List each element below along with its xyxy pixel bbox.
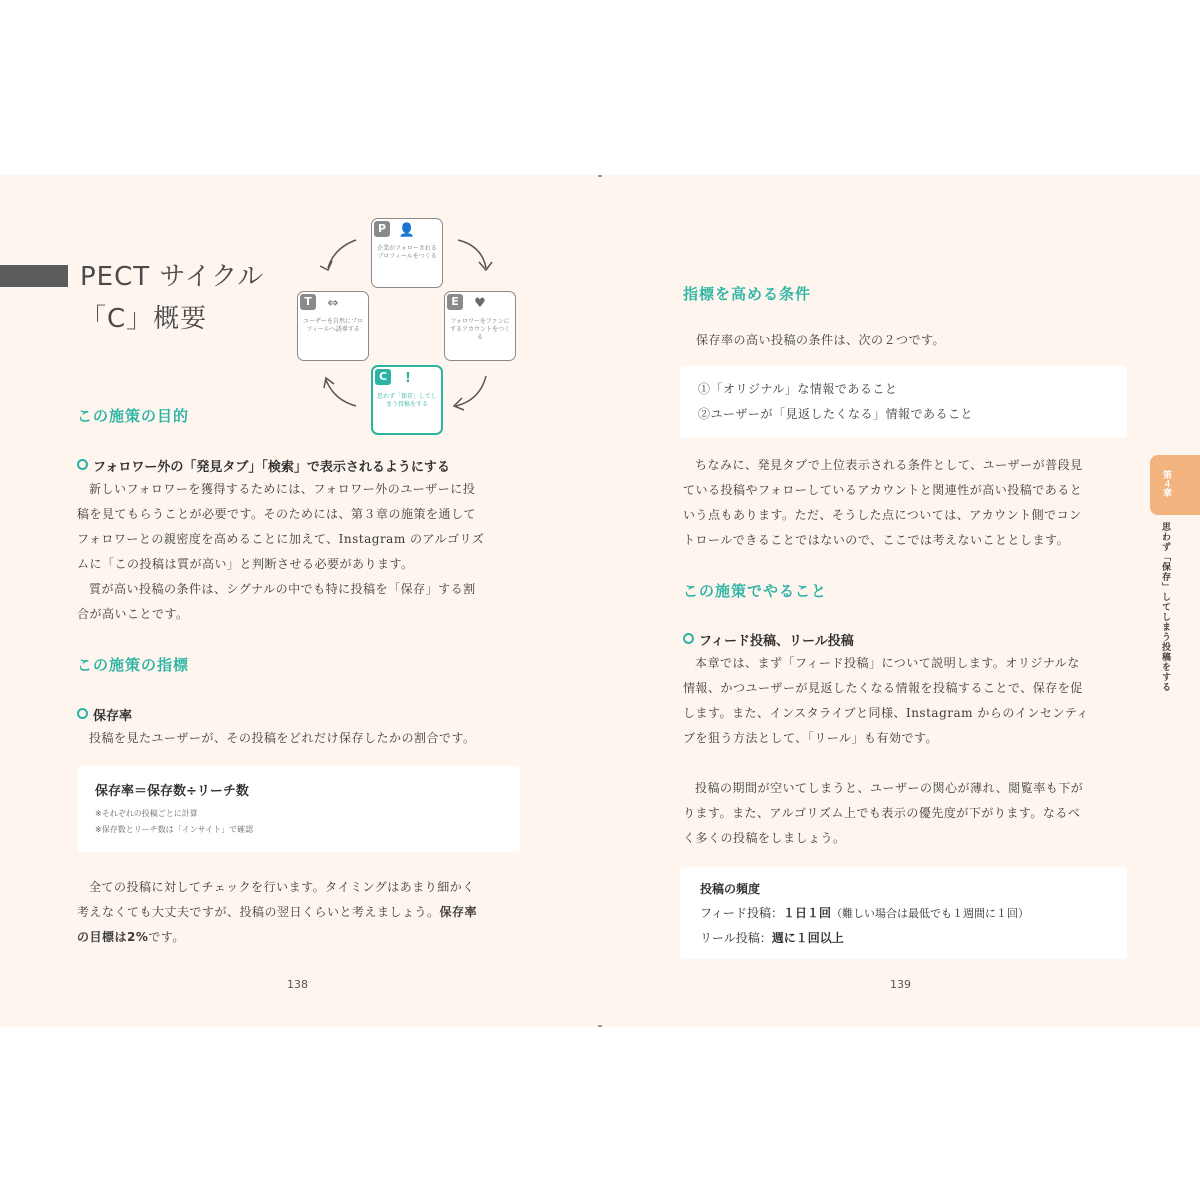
para-line: 新しいフォロワーを獲得するためには、フォロワー外のユーザーに投 [89,482,476,496]
feed-value: １日１回 [783,906,832,920]
pect-card-c-text: 思わず「保存」してしまう投稿をする [376,393,437,408]
para-line: 稿を見てもらうことが必要です。そのためには、第３章の施策を通して [77,507,477,521]
pect-letter-c: C [375,369,391,385]
closing-paragraph [77,875,527,950]
actions-paragraph [683,651,1133,751]
pect-card-e [444,291,516,361]
condition-item: ①「オリジナル」な情報であること [698,382,898,396]
chapter-running-title: 思わず「保存」してしまう投稿をする [1160,522,1170,692]
exclamation-icon: ! [405,371,411,386]
bullet-actions-text: フィード投稿、リール投稿 [699,634,854,649]
para-line: します。また、インスタライブと同様、Instagram からのインセンティ [683,706,1089,720]
para-line: 質が高い投稿の条件は、シグナルの中でも特に投稿を「保存」する割 [89,582,476,596]
para-line: 保存率の高い投稿の条件は、次の２つです。 [696,333,946,347]
para-line: ちなみに、発見タブで上位表示される条件として、ユーザーが普段見 [695,458,1083,472]
para-line [77,900,527,925]
frequency-box [680,867,1127,959]
para-line: 合が高いことです。 [77,607,189,621]
reel-label: リール投稿： [700,931,772,945]
formula-note-2: ※保存数とリーチ数は「インサイト」で確認 [95,825,254,834]
page-number-left: 138 [287,978,308,991]
para-line: ムに「この投稿は質が高い」と判断させる必要があります。 [77,557,414,571]
closing-line2-text: 考えなくても大丈夫ですが、投稿の翌日くらいと考えましょう。 [77,905,440,919]
pect-card-p [371,218,443,288]
pect-card-e-text: フォロワーをファンにするアカウントをつくる [450,318,510,341]
page-title-line1: PECT サイクル [80,262,265,292]
para-line: 本章では、まず「フィード投稿」について説明します。オリジナルな [695,656,1080,670]
para-line: 投稿の期間が空いてしまうと、ユーザーの関心が薄れ、閲覧率も下が [695,781,1084,795]
formula-text: 保存率＝保存数÷リーチ数 [95,784,249,799]
formula-box [77,766,520,852]
pect-letter-t: T [300,294,316,310]
feed-note: （難しい場合は最低でも１週間に１回） [831,907,1030,920]
para-line: ブを狙う方法として、「リール」も有効です。 [683,731,939,745]
section-heading-purpose: この施策の目的 [77,407,190,425]
frequency-reel-row [700,929,844,946]
section-heading-conditions: 指標を高める条件 [683,285,812,303]
page-title [80,256,280,340]
gutter-mark-bottom [598,1025,602,1027]
para-line: 全ての投稿に対してチェックを行います。タイミングはあまり細かく [89,880,475,894]
para-line: 情報、かつユーザーが見返したくなる情報を投稿することで、保存を促 [683,681,1083,695]
condition-item: ②ユーザーが「見返したくなる」情報であること [698,407,974,421]
discovery-paragraph [683,453,1133,553]
purpose-paragraph [77,477,527,627]
bullet-actions [683,630,854,649]
section-heading-actions: この施策でやること [683,582,828,600]
page-title-line2: 「C」概要 [80,304,208,334]
pect-card-t-text: ユーザーを自然にプロフィールへ誘導する [302,318,363,333]
para-line: 投稿を見たユーザーが、その投稿をどれだけ保存したかの割合です。 [89,731,476,745]
heart-icon: ♥ [474,296,486,311]
para-line: ている投稿やフォローしているアカウントと関連性が高い投稿であると [683,483,1083,497]
page-number-right: 139 [890,978,911,991]
pect-card-p-text: 企業がフォローされるプロフィールをつくる [377,245,437,260]
bullet-dot [77,459,88,470]
conditions-box [680,366,1127,438]
chapter-tab-label: 第４章 [1161,470,1171,497]
feed-label: フィード投稿： [700,906,784,920]
swap-arrows-icon: ⇔ [327,296,339,311]
chapter-tab [1150,455,1200,515]
para-line: ります。また、アルゴリズム上でも表示の優先度が下がります。なるべ [683,806,1081,820]
indicator-description [89,726,476,751]
pect-card-t [297,291,369,361]
pect-letter-e: E [447,294,463,310]
frequency-title: 投稿の頻度 [700,882,761,896]
bullet-purpose [77,456,450,475]
bullet-dot [77,708,88,719]
closing-line3-text: です。 [148,930,185,944]
bullet-dot [683,633,694,644]
closing-line2-bold: 保存率 [439,905,478,919]
bullet-purpose-text: フォロワー外の「発見タブ」「検索」で表示されるようにする [93,460,450,475]
section-heading-indicator: この施策の指標 [77,656,190,674]
person-icon: 👤 [398,223,416,238]
title-bar [0,265,68,287]
para-line: いう点もあります。ただ、そうした点については、アカウント側でコン [683,508,1082,522]
frequency-feed-row [700,904,1029,921]
formula-note-1: ※それぞれの投稿ごとに計算 [95,809,198,818]
para-line: く多くの投稿をしましょう。 [683,831,846,845]
gutter-mark-top [598,175,602,177]
para-line: フォロワーとの親密度を高めることに加えて、Instagram のアルゴリズ [77,532,485,546]
para-line: トロールできることではないので、ここでは考えないこととします。 [683,533,1070,547]
reel-value: 週に１回以上 [771,931,844,945]
pect-letter-p: P [374,221,390,237]
pect-card-c [371,365,443,435]
frequency-paragraph [683,776,1133,851]
bullet-indicator-text: 保存率 [93,709,133,724]
closing-line3-bold: の目標は2% [77,930,149,944]
bullet-indicator [77,705,132,724]
conditions-list [698,377,973,427]
conditions-intro [696,328,945,353]
para-line [77,925,527,950]
